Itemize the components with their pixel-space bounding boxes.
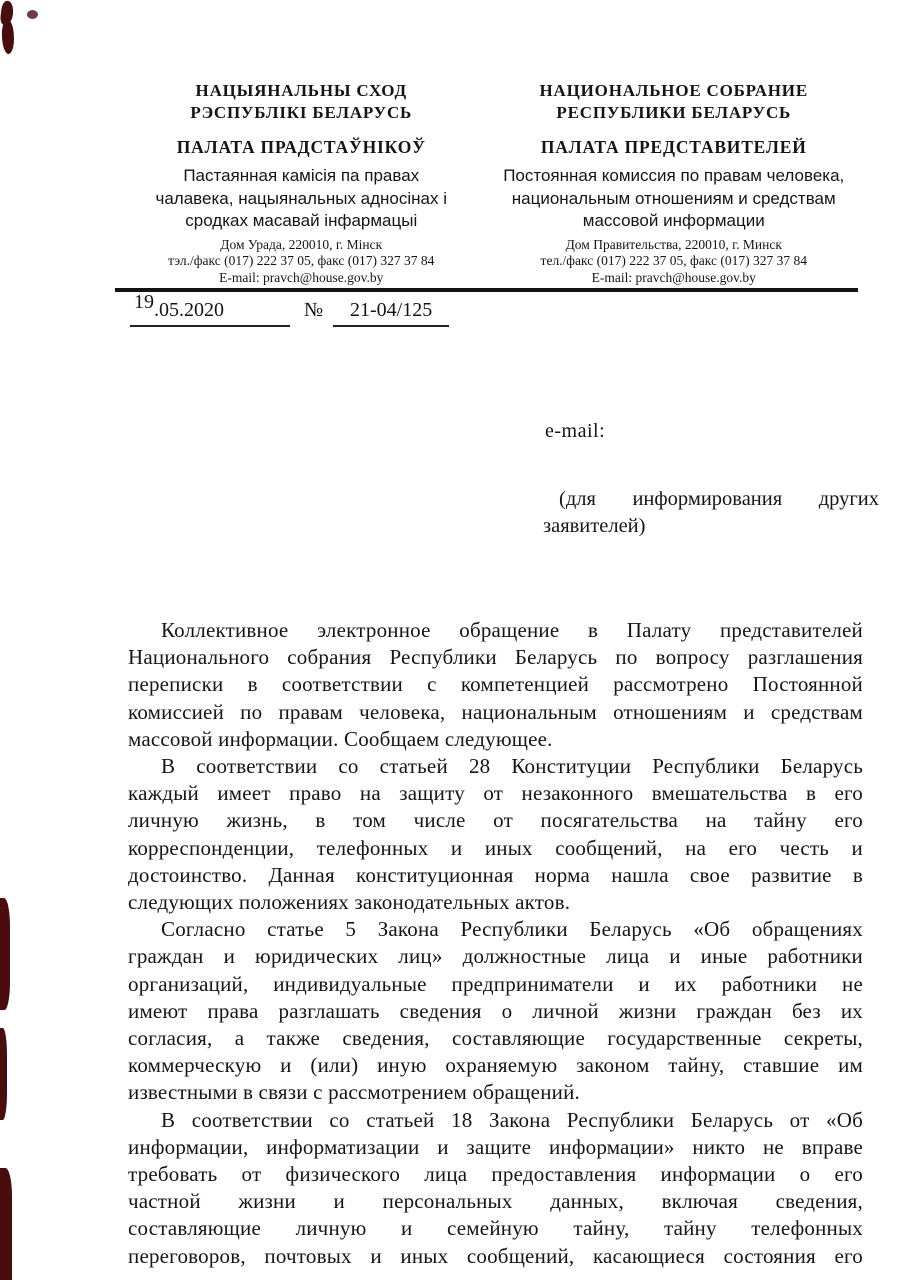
letter-body xyxy=(128,617,863,1270)
text-line: согласия, а также сведения, составляющие государственные секреты, xyxy=(128,1026,863,1051)
letterhead xyxy=(115,80,860,286)
text-line: чалавека, нацыянальных адносінах і xyxy=(155,188,447,208)
reference-line xyxy=(130,291,449,327)
text-line: следующих положениях законодательных актов. xyxy=(128,890,571,915)
text-line: комиссией по правам человека, национальным отношениям и средствам xyxy=(128,699,863,724)
body-paragraph xyxy=(128,916,863,1106)
scan-artifact-mark xyxy=(1,20,16,55)
body-paragraph xyxy=(128,617,863,753)
recipient-note xyxy=(543,486,879,540)
text-line: имеют права разглашать сведения о личной жизни граждан без их xyxy=(128,998,863,1023)
text-line: тэл./факс (017) 222 37 05, факс (017) 327 37 84 xyxy=(168,253,435,268)
letterhead-right-russian xyxy=(488,80,861,286)
address-block-ru xyxy=(488,237,861,287)
letterhead-separator-rule xyxy=(115,288,858,292)
text-line: Дом Урада, 220010, г. Мінск xyxy=(220,236,383,252)
text-line: (для информирования других xyxy=(559,488,879,510)
text-line: организаций, индивидуальные предприниматели и их работники не xyxy=(128,971,863,996)
text-line: НАЦИОНАЛЬНОЕ СОБРАНИЕ xyxy=(539,81,808,100)
text-line: Национального собрания Республики Беларусь по вопросу разглашения xyxy=(128,645,863,670)
chamber-name-ru: ПАЛАТА ПРЕДСТАВИТЕЛЕЙ xyxy=(540,137,807,157)
commission-name-by xyxy=(115,165,488,233)
text-line: массовой информации. Сообщаем следующее. xyxy=(128,726,553,751)
number-sign: № xyxy=(304,299,324,321)
text-line: сродках масавай інфармацыі xyxy=(185,211,418,230)
text-line: составляющие личную и семейную тайну, тайну телефонных xyxy=(128,1216,863,1241)
commission-name-ru xyxy=(488,165,861,233)
date-field xyxy=(130,291,290,327)
text-line: корреспонденции, телефонных и иных сообщений, на его честь и xyxy=(128,835,863,860)
text-line: Постоянная комиссия по правам человека, xyxy=(503,166,845,185)
text-line: Дом Правительства, 220010, г. Минск xyxy=(565,236,782,252)
text-line: массовой информации xyxy=(582,211,765,230)
chamber-name-by: ПАЛАТА ПРАДСТАЎНІКОЎ xyxy=(176,137,426,157)
text-line: E-mail: pravch@house.gov.by xyxy=(591,269,756,285)
body-paragraph xyxy=(128,753,863,916)
text-line: переписки в соответствии с компетенцией рассмотрено Постоянной xyxy=(128,672,863,697)
text-line: Пастаянная камісія па правах xyxy=(183,166,420,185)
text-line: переговоров, почтовых и иных сообщений, касающиеся состояния его xyxy=(128,1243,863,1268)
assembly-name-ru xyxy=(488,80,861,124)
scan-artifact-mark xyxy=(0,898,10,1010)
text-line: Коллективное электронное обращение в Палату представителей xyxy=(161,618,863,642)
text-line: национальным отношениям и средствам xyxy=(511,188,836,208)
scan-artifact-mark xyxy=(0,1028,7,1120)
date-day: 19 xyxy=(134,291,154,313)
assembly-name-by xyxy=(115,80,488,124)
text-line: E-mail: pravch@house.gov.by xyxy=(219,269,384,285)
scan-artifact-mark xyxy=(0,1168,12,1280)
text-line: граждан и юридических лиц» должностные лица и иные работники xyxy=(128,944,863,969)
text-line: каждый имеет право на защиту от незаконного вмешательства в его xyxy=(128,781,863,806)
text-line: тел./факс (017) 222 37 05, факс (017) 327 37 84 xyxy=(540,253,807,268)
outgoing-number: 21-04/125 xyxy=(333,299,449,327)
text-line: частной жизни и персональных данных, включая сведения, xyxy=(128,1189,863,1214)
text-line: информации, информатизации и защите информации» никто не вправе xyxy=(128,1134,863,1159)
letterhead-left-belarusian xyxy=(115,80,488,286)
text-line: РЭСПУБЛІКІ БЕЛАРУСЬ xyxy=(190,103,413,122)
text-line: достоинство. Данная конституционная норма нашла свое развитие в xyxy=(128,862,863,887)
text-line: требовать от физического лица предоставления информации о его xyxy=(128,1162,863,1187)
text-line: известными в связи с рассмотрением обращений. xyxy=(128,1080,580,1105)
email-label: e-mail: xyxy=(545,420,606,442)
text-line: личную жизнь, в том числе от посягательства на тайну его xyxy=(128,808,863,833)
date-rest: .05.2020 xyxy=(154,299,224,321)
text-line: Согласно статье 5 Закона Республики Беларусь «Об обращениях xyxy=(161,917,863,942)
body-paragraph xyxy=(128,1107,863,1270)
text-line: РЕСПУБЛИКИ БЕЛАРУСЬ xyxy=(556,103,792,122)
text-line: В соответствии со статьей 18 Закона Республики Беларусь от «Об xyxy=(161,1107,863,1132)
text-line: заявителей) xyxy=(543,515,646,537)
text-line: коммерческую и (или) иную охраняемую законом тайну, ставшие им xyxy=(128,1053,863,1078)
text-line: НАЦЫЯНАЛЬНЫ СХОД xyxy=(195,81,407,100)
scan-artifact-mark xyxy=(27,10,38,19)
address-block-by xyxy=(115,237,488,287)
text-line: В соответствии со статьей 28 Конституции Республики Беларусь xyxy=(161,754,863,779)
